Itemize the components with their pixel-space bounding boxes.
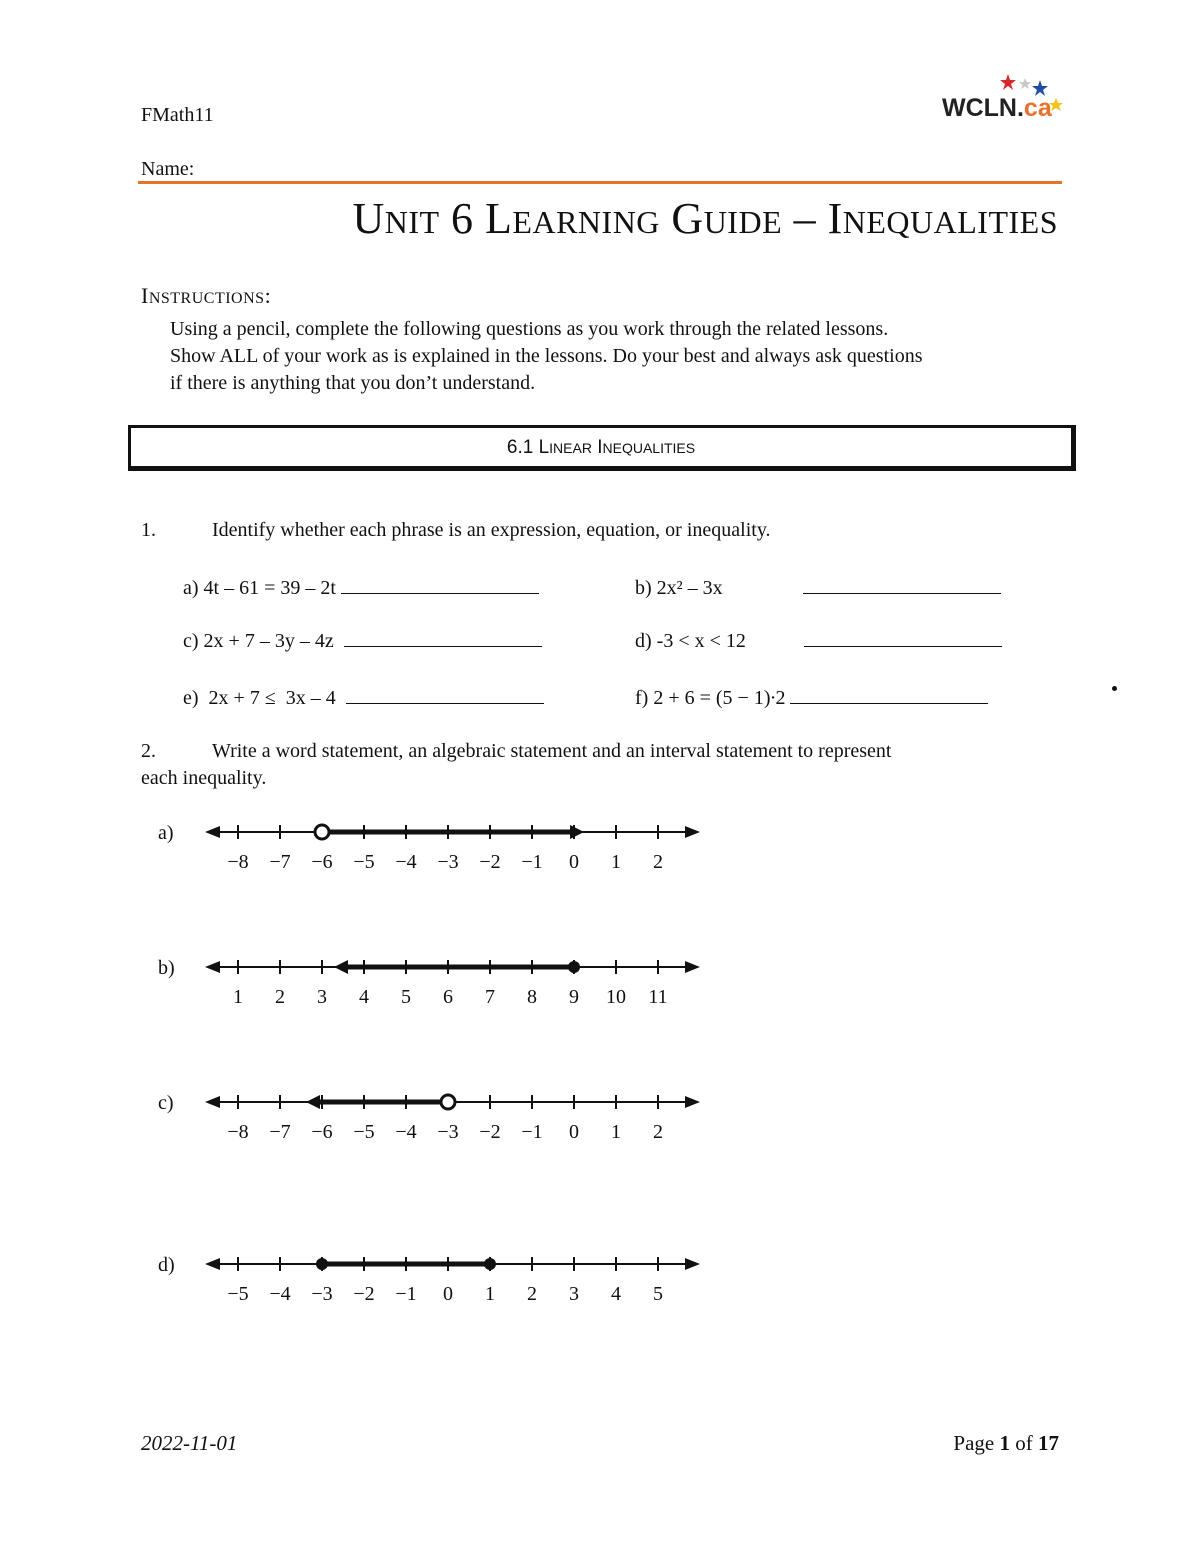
- right-arrow-icon: [685, 826, 700, 838]
- instructions-line: if there is anything that you don’t understand.: [170, 372, 536, 394]
- ray-arrow-icon: [306, 1095, 320, 1109]
- answer-blank[interactable]: [344, 628, 542, 647]
- tick-label: −5: [353, 851, 375, 873]
- footer-date: 2022-11-01: [141, 1431, 238, 1455]
- tick-label: 3: [317, 986, 327, 1008]
- tick-label: 1: [611, 851, 621, 873]
- name-label: Name:: [141, 158, 195, 180]
- tick-label: −2: [353, 1283, 375, 1305]
- tick-label: 5: [401, 986, 411, 1008]
- tick-label: 9: [569, 986, 579, 1008]
- instructions-line: Using a pencil, complete the following questions as you work through the related lessons.: [170, 318, 889, 340]
- right-arrow-icon: [685, 1096, 700, 1108]
- tick-label: −2: [479, 1121, 501, 1143]
- q1-item-e: e) 2x + 7 ≤ 3x – 4: [183, 685, 544, 710]
- left-arrow-icon: [205, 1258, 220, 1270]
- tick-label: −4: [395, 851, 417, 873]
- tick-label: 4: [359, 986, 369, 1008]
- course-code: FMath11: [141, 104, 214, 126]
- tick-label: 2: [275, 986, 285, 1008]
- tick-label: −4: [269, 1283, 291, 1305]
- number-line-a: [200, 812, 710, 882]
- tick-label: −8: [227, 1121, 249, 1143]
- tick-label: 2: [653, 1121, 663, 1143]
- section-header-box: [128, 425, 1076, 471]
- tick-label: 0: [569, 1121, 579, 1143]
- closed-endpoint: [568, 961, 580, 973]
- tick-label: −2: [479, 851, 501, 873]
- tick-label: 6: [443, 986, 453, 1008]
- open-endpoint: [315, 825, 329, 839]
- tick-label: −3: [437, 1121, 459, 1143]
- tick-label: 1: [233, 986, 243, 1008]
- gray-star-icon: [1019, 78, 1031, 89]
- tick-label: 8: [527, 986, 537, 1008]
- tick-label: 2: [653, 851, 663, 873]
- question-2-prompt-line1: Write a word statement, an algebraic statement and an interval statement to represent: [212, 740, 892, 762]
- answer-blank[interactable]: [341, 575, 539, 594]
- logo-text: WCLN.ca: [942, 94, 1052, 122]
- right-arrow-icon: [685, 1258, 700, 1270]
- tick-label: 0: [443, 1283, 453, 1305]
- tick-label: −6: [311, 851, 333, 873]
- tick-label: 5: [653, 1283, 663, 1305]
- number-line-b: [200, 947, 710, 1017]
- part-label-d: d): [158, 1254, 175, 1276]
- tick-label: −3: [437, 851, 459, 873]
- tick-label: 0: [569, 851, 579, 873]
- q1-item-b: b) 2x² – 3x: [635, 575, 1001, 600]
- tick-label: −1: [521, 1121, 543, 1143]
- tick-label: −1: [521, 851, 543, 873]
- q1-item-c: c) 2x + 7 – 3y – 4z: [183, 628, 542, 653]
- question-1-prompt: Identify whether each phrase is an expression, equation, or inequality.: [212, 519, 771, 541]
- ray-arrow-icon: [334, 960, 348, 974]
- question-2-prompt-line2: each inequality.: [141, 767, 267, 789]
- open-endpoint: [441, 1095, 455, 1109]
- tick-label: 2: [527, 1283, 537, 1305]
- number-line-c: [200, 1082, 710, 1152]
- q1-item-f: f) 2 + 6 = (5 − 1)∙2: [635, 685, 988, 710]
- left-arrow-icon: [205, 826, 220, 838]
- tick-label: −5: [227, 1283, 249, 1305]
- tick-label: 4: [611, 1283, 621, 1305]
- answer-blank[interactable]: [803, 575, 1001, 594]
- closed-endpoint: [484, 1258, 496, 1270]
- tick-label: 7: [485, 986, 495, 1008]
- section-title: 6.1 LINEAR INEQUALITIES: [506, 437, 696, 458]
- question-1-number: 1.: [141, 519, 156, 541]
- tick-label: −4: [395, 1121, 417, 1143]
- q1-item-d: d) -3 < x < 12: [635, 628, 1002, 653]
- q1-item-a: a) 4t – 61 = 39 – 2t: [183, 575, 539, 600]
- instructions-heading: INSTRUCTIONS:: [141, 283, 272, 308]
- instructions-line: Show ALL of your work as is explained in the lessons. Do your best and always ask questions: [170, 345, 923, 367]
- tick-label: −7: [269, 851, 291, 873]
- left-arrow-icon: [205, 1096, 220, 1108]
- stray-dot: [1112, 686, 1117, 691]
- answer-blank[interactable]: [346, 685, 544, 704]
- tick-label: 1: [485, 1283, 495, 1305]
- right-arrow-icon: [685, 961, 700, 973]
- tick-label: −8: [227, 851, 249, 873]
- answer-blank[interactable]: [804, 628, 1002, 647]
- wcln-logo: [940, 70, 1065, 125]
- footer-page-number: Page 1 of 17: [953, 1431, 1059, 1455]
- tick-label: 3: [569, 1283, 579, 1305]
- closed-endpoint: [316, 1258, 328, 1270]
- number-line-d: [200, 1244, 710, 1314]
- tick-label: −5: [353, 1121, 375, 1143]
- tick-label: 11: [648, 986, 668, 1008]
- tick-label: −7: [269, 1121, 291, 1143]
- ray-arrow-icon: [570, 825, 584, 839]
- question-2-number: 2.: [141, 740, 156, 762]
- instructions-body: [170, 316, 1070, 397]
- answer-blank[interactable]: [790, 685, 988, 704]
- header-rule: [138, 181, 1062, 184]
- tick-label: −1: [395, 1283, 417, 1305]
- left-arrow-icon: [205, 961, 220, 973]
- part-label-a: a): [158, 822, 174, 844]
- tick-label: 1: [611, 1121, 621, 1143]
- tick-label: −6: [311, 1121, 333, 1143]
- page-title: UNIT 6 LEARNING GUIDE – INEQUALITIES: [352, 194, 1058, 243]
- part-label-b: b): [158, 957, 175, 979]
- red-star-icon: [1000, 74, 1016, 90]
- part-label-c: c): [158, 1092, 174, 1114]
- tick-label: −3: [311, 1283, 333, 1305]
- tick-label: 10: [606, 986, 626, 1008]
